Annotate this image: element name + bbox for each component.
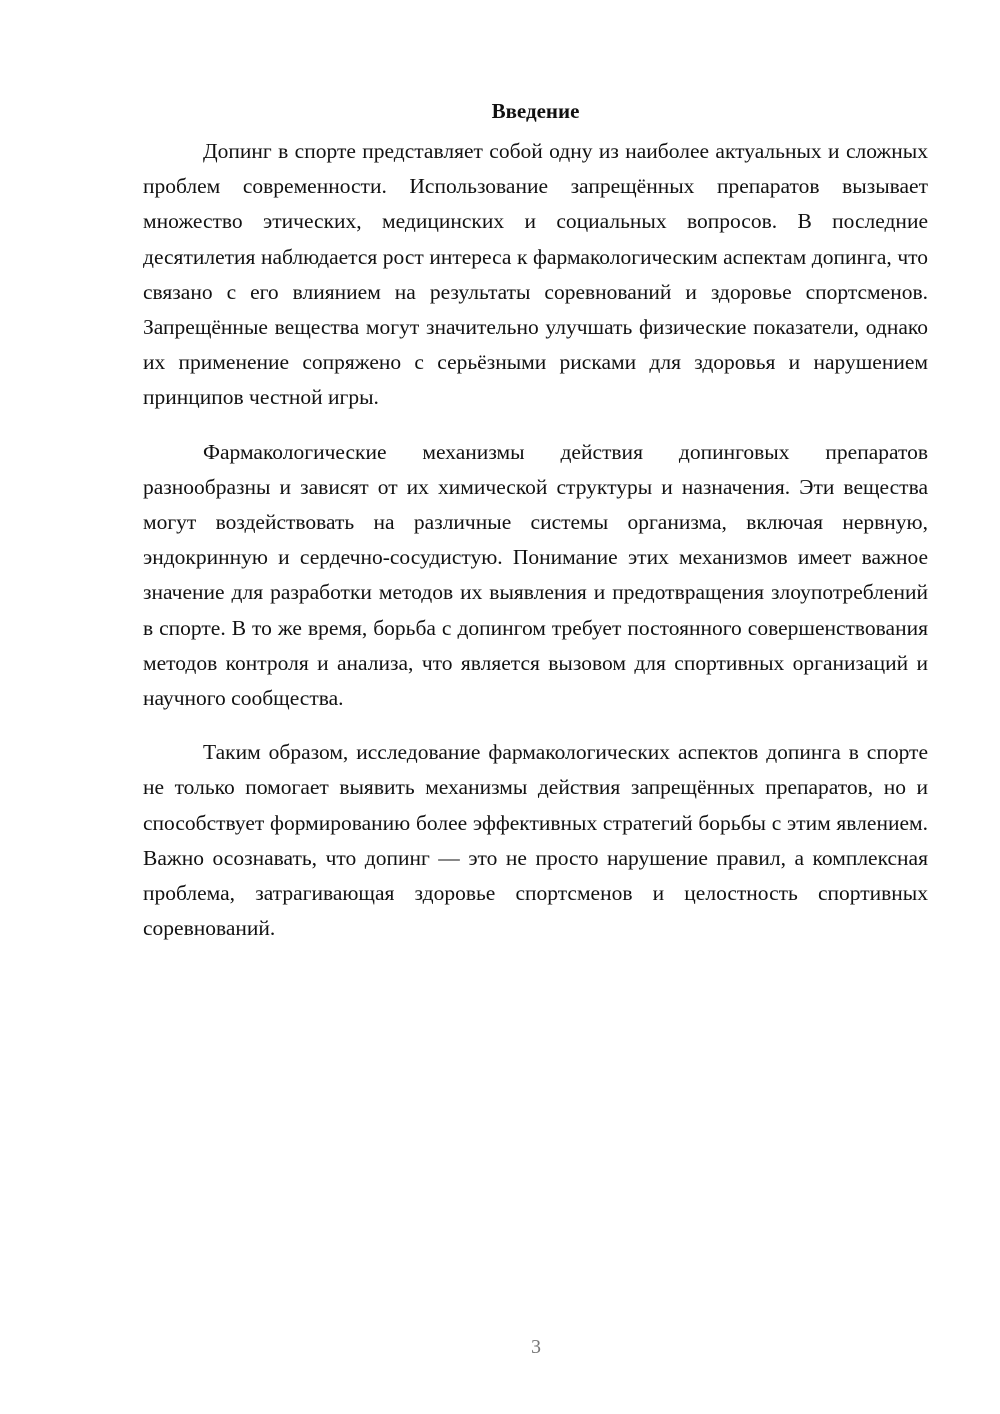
paragraph-mechanisms: Фармакологические механизмы действия допинговых препаратов разнообразны и зависят от их химической структуры и назначения. Эти вещества могут воздействовать на различные системы организма, включая нервную, эндокринную и сердечно-сосудистую. Понимание этих механизмов имеет важное значение для разработки методов их выявления и предотвращения злоупотреблений в спорте. В то же время, борьба с допингом требует постоянного совершенствования методов контроля и анализа, что является вызовом для спортивных организаций и научного сообщества. — [143, 439, 928, 711]
section-heading: Введение — [491, 99, 580, 123]
page-content — [143, 96, 928, 946]
paragraph-intro: Допинг в спорте представляет собой одну из наиболее актуальных и сложных проблем современности. Использование запрещённых препаратов вызывает множество этических, медицинских и социальных вопросов. В последние десятилетия наблюдается рост интереса к фармакологическим аспектам допинга, что связано с его влиянием на результаты соревнований и здоровье спортсменов. Запрещённые вещества могут значительно улучшать физические показатели, однако их применение сопряжено с серьёзными рисками для здоровья и нарушением принципов честной игры. — [143, 139, 928, 410]
paragraph-conclusion: Таким образом, исследование фармакологических аспектов допинга в спорте не только помогает выявить механизмы действия запрещённых препаратов, но и способствует формированию более эффективных стратегий борьбы с этим явлением. Важно осознавать, что допинг — это не просто нарушение правил, а комплексная проблема, затрагивающая здоровье спортсменов и целостность спортивных соревнований. — [143, 740, 928, 941]
page-number: 3 — [531, 1336, 541, 1358]
